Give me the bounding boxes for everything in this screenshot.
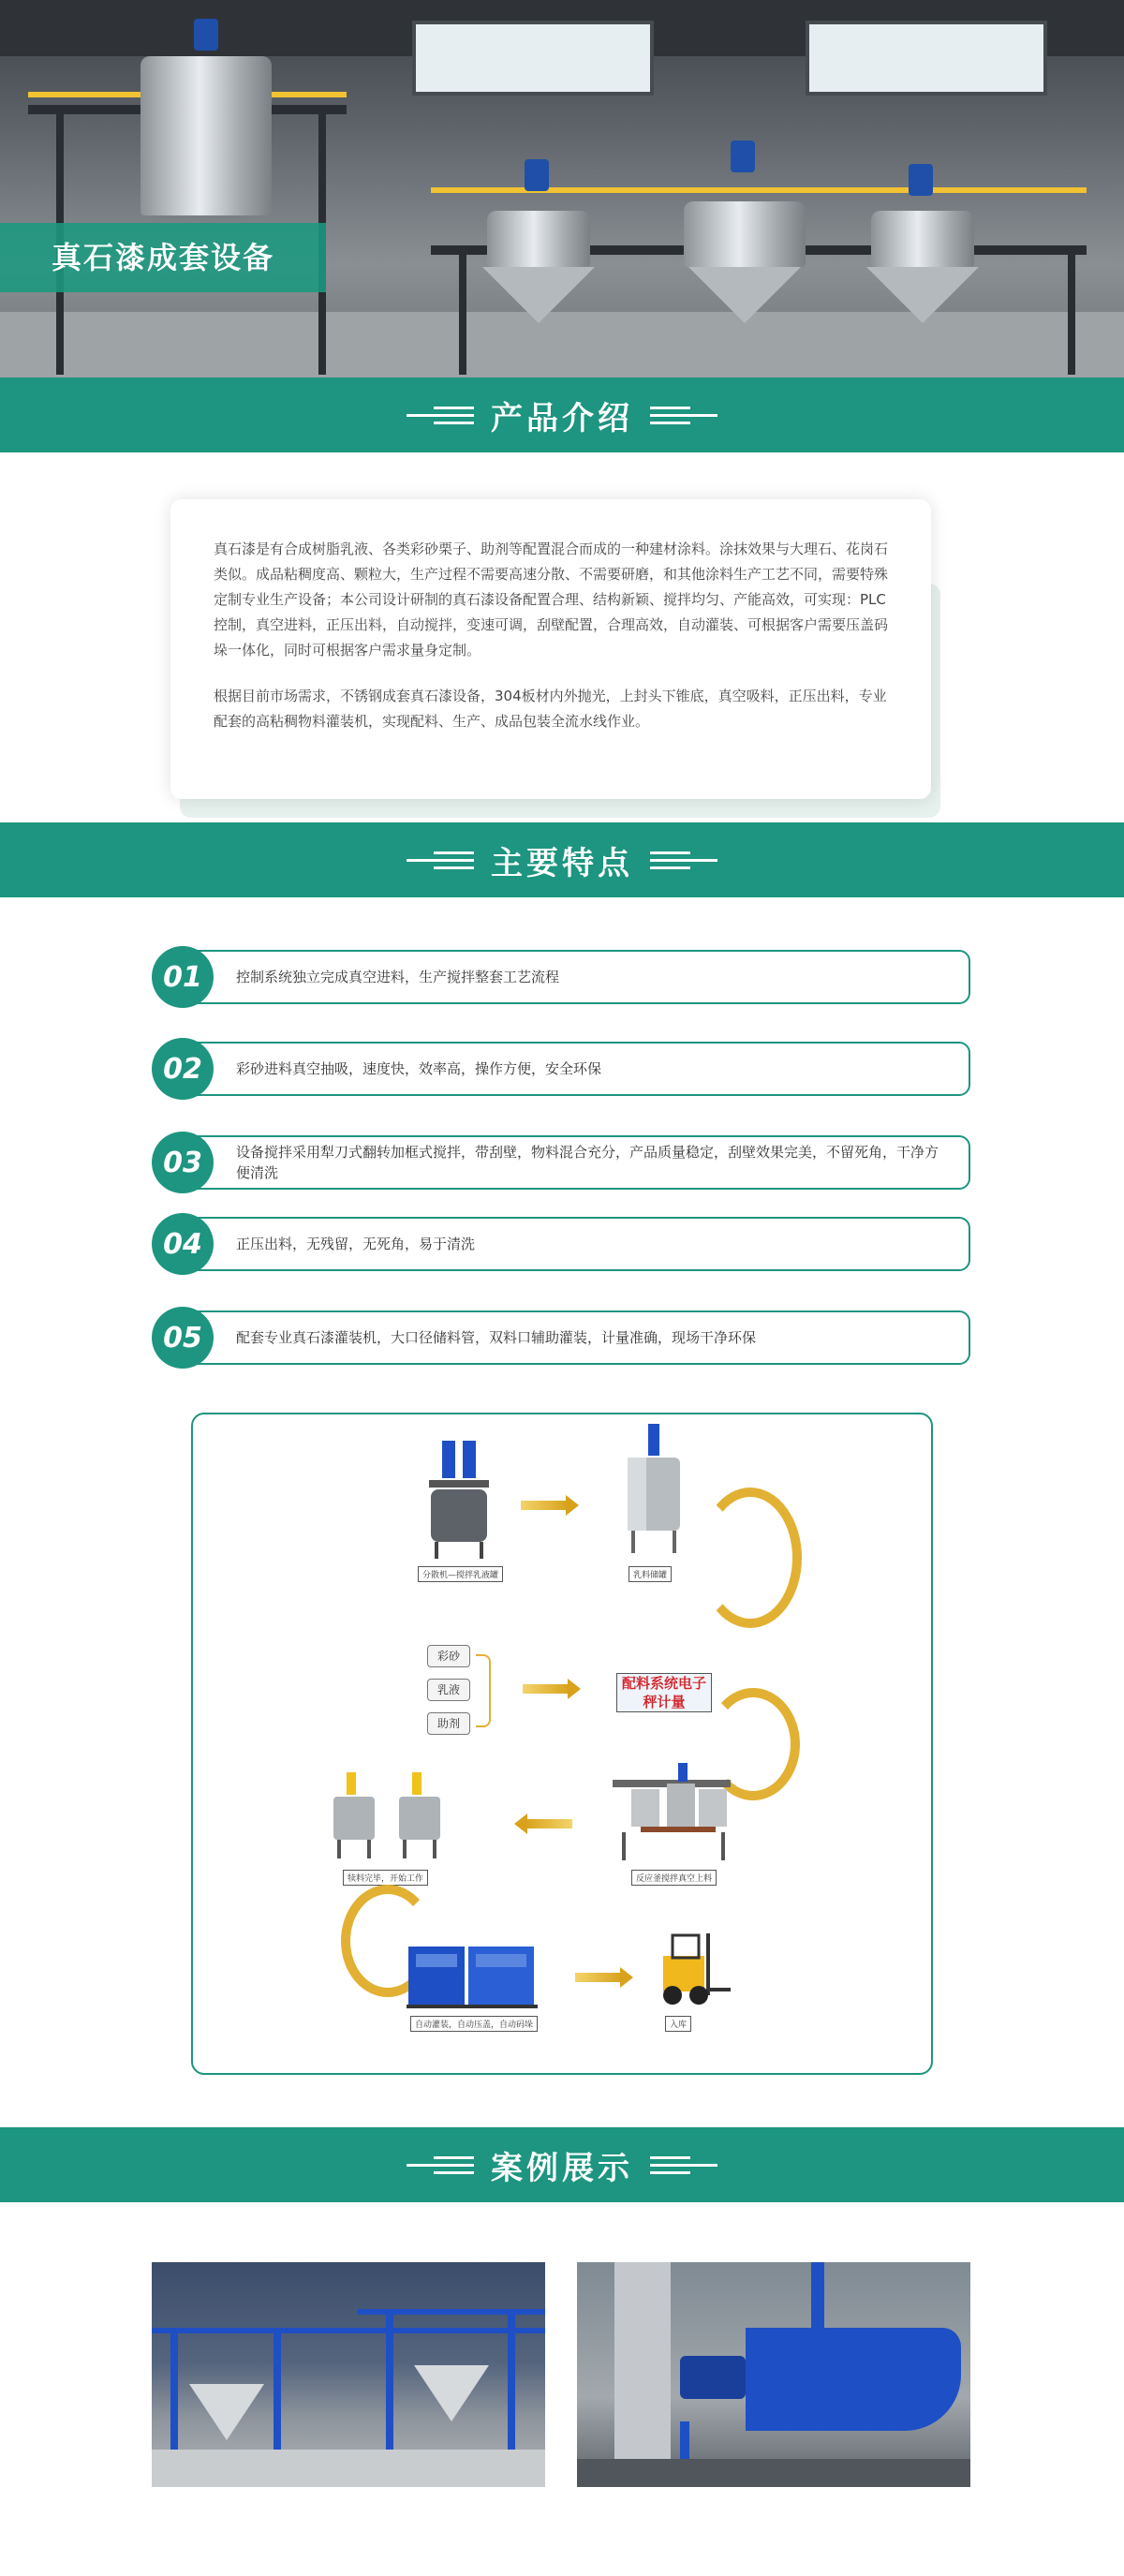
feature-text: 设备搅拌采用犁刀式翻转加框式搅拌，带刮壁，物料混合充分，产品质量稳定，刮壁效果完美，不留死角，干净方便清洗	[182, 1135, 970, 1190]
flow-step-caption: 犊料完毕，开始工作	[343, 1870, 428, 1886]
process-flow-frame	[191, 1413, 933, 2075]
hero-tank	[684, 201, 806, 267]
feature-item	[152, 1038, 972, 1102]
intro-paragraph: 真石漆是有合成树脂乳液、各类彩砂栗子、助剂等配置混合而成的一种建材涂料。涂抹效果与大理石、花岗石类似。成品粘稠度高、颗粒大，生产过程不需要高速分散、不需要研磨，和其他涂料生产工艺不同，需要特殊定制专业生产设备；本公司设计研制的真石漆设备配置合理、结构新颖、搅拌均匀、产能高效，可实现：PLC控制，真空进料，正压出料，自动搅拌，变速可调，刮壁配置，合理高效，自动灌装、可根据客户需要压盖码垛一体化，同时可根据客户需求量身定制。	[214, 540, 889, 659]
feature-item	[152, 1213, 972, 1277]
storage-tank-image	[616, 1422, 691, 1562]
flow-step-caption: 乳料储罐	[629, 1566, 672, 1582]
feature-number: 03	[152, 1132, 214, 1193]
header-deco-right	[650, 851, 717, 869]
hero-window	[806, 21, 1047, 96]
hero-leg	[1068, 253, 1075, 375]
flow-arrow-right	[575, 1973, 622, 1982]
feature-text: 正压出料，无残留，无死角，易于清洗	[182, 1217, 970, 1271]
flow-step-caption: 分散机—搅拌乳液罐	[418, 1566, 503, 1582]
section-header-features	[0, 822, 1124, 897]
hero-tank-cone	[866, 267, 979, 323]
material-emulsion: 乳液	[427, 1679, 470, 1701]
hero-motor	[909, 164, 933, 196]
material-bracket	[476, 1654, 491, 1727]
feature-item	[152, 1307, 972, 1370]
flow-step-caption: 反应釜搅拌真空上料	[631, 1870, 717, 1886]
feature-text: 配套专业真石漆灌装机，大口径储料管，双料口辅助灌装，计量准确，现场干净环保	[182, 1310, 970, 1365]
forklift-image	[650, 1928, 734, 2012]
section-header-cases	[0, 2127, 1124, 2202]
filling-machine-image	[407, 1935, 538, 2010]
feature-list	[0, 897, 1124, 1413]
section-title: 产品介绍	[491, 399, 633, 437]
hero-banner	[0, 0, 1124, 378]
hero-title: 真石漆成套设备	[0, 223, 326, 292]
reactor-tanks-image	[333, 1770, 455, 1864]
feature-number: 01	[152, 946, 214, 1008]
hero-tank	[487, 211, 590, 267]
material-sand: 彩砂	[427, 1645, 470, 1667]
hero-tank-cone	[482, 267, 595, 323]
feature-number: 02	[152, 1038, 214, 1100]
hero-motor	[731, 141, 755, 172]
feature-item	[152, 1132, 972, 1195]
header-deco-left	[407, 851, 474, 869]
case-photo-plant[interactable]	[152, 2262, 545, 2487]
hero-tank	[871, 211, 974, 267]
feature-number: 04	[152, 1213, 214, 1275]
section-title: 案例展示	[491, 2149, 633, 2187]
intro-card	[170, 499, 931, 799]
header-deco-left	[407, 407, 474, 424]
intro-section	[0, 452, 1124, 822]
material-additive: 助剂	[427, 1712, 470, 1735]
section-header-intro	[0, 378, 1124, 452]
flow-step-caption: 入库	[665, 2016, 691, 2032]
header-deco-left	[407, 2156, 474, 2174]
hero-tank-cone	[688, 267, 801, 323]
hero-motor	[525, 159, 549, 191]
case-gallery	[0, 2202, 1124, 2502]
flow-curve-arrow	[699, 1488, 802, 1628]
flow-arrow-right	[521, 1501, 568, 1510]
process-flow-section	[0, 1413, 1124, 2127]
feature-text: 控制系统独立完成真空进料，生产搅拌整套工艺流程	[182, 950, 970, 1004]
flow-arrow-right	[523, 1684, 569, 1694]
hero-motor	[194, 19, 218, 51]
flow-step-caption: 自动灌装，自动压盖，自动码垛	[410, 2016, 538, 2032]
hero-window	[412, 21, 654, 96]
feature-number: 05	[152, 1307, 214, 1369]
flow-arrow-left	[525, 1819, 572, 1828]
vacuum-reactor-image	[613, 1761, 734, 1864]
case-photo-mixer[interactable]	[577, 2262, 970, 2487]
header-deco-right	[650, 407, 717, 424]
weighing-system-box: 配料系统电子秤计量	[616, 1673, 712, 1712]
hero-leg	[459, 253, 466, 375]
section-title: 主要特点	[491, 844, 633, 882]
disperser-tank-image	[422, 1439, 496, 1561]
header-deco-right	[650, 2156, 717, 2174]
hero-tank	[140, 56, 272, 215]
feature-text: 彩砂进料真空抽吸，速度快，效率高，操作方便，安全环保	[182, 1042, 970, 1096]
intro-paragraph: 根据目前市场需求，不锈钢成套真石漆设备，304板材内外抛光，上封头下锥底，真空吸料，正压出料，专业配套的高粘稠物料灌装机，实现配料、生产、成品包装全流水线作业。	[214, 688, 887, 730]
feature-item	[152, 946, 972, 1010]
